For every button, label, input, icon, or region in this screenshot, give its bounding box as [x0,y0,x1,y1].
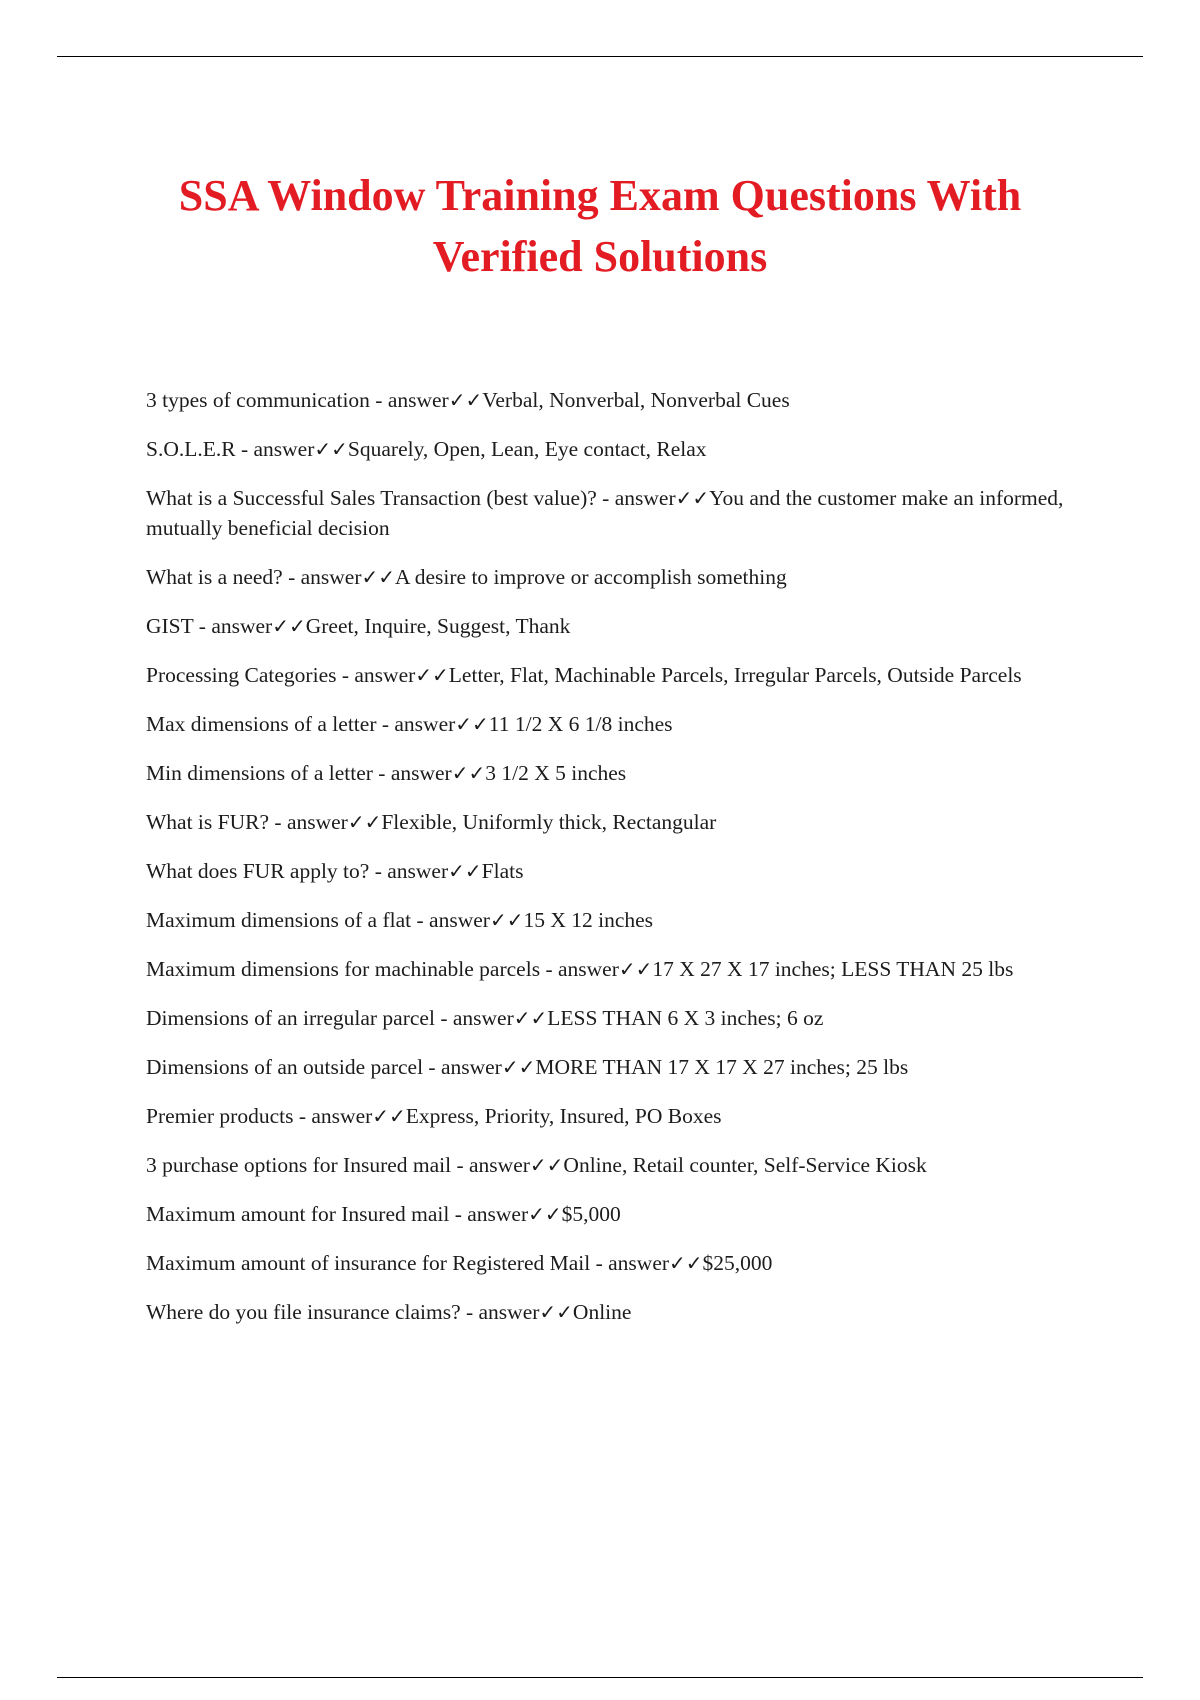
answer-marker: answer [390,761,452,785]
double-check-icon: ✓✓ [675,486,710,510]
double-check-icon: ✓✓ [513,1006,548,1030]
answer-marker: answer [311,1104,373,1128]
question-text: Dimensions of an outside parcel - [146,1055,441,1079]
question-text: Maximum dimensions of a flat - [146,908,430,932]
answer-text: 11 1/2 X 6 1/8 inches [488,712,673,736]
qa-list [146,385,1096,1346]
answer-marker: answer [469,1153,530,1177]
answer-text: 3 1/2 X 5 inches [485,761,627,785]
qa-item [146,434,1096,464]
answer-marker: answer [614,486,676,510]
answer-text: $25,000 [702,1251,773,1275]
question-text: Min dimensions of a letter - [146,761,391,785]
question-text: S.O.L.E.R - [146,437,254,461]
question-text: Maximum dimensions for machinable parcels - [146,957,558,981]
qa-item [146,1297,1096,1327]
qa-item [146,1052,1096,1082]
qa-item [146,562,1096,592]
answer-text: Letter, Flat, Machinable Parcels, Irregular Parcels, Outside Parcels [448,663,1022,687]
question-text: Max dimensions of a letter - [146,712,395,736]
answer-marker: answer [286,810,348,834]
question-text: 3 types of communication - [146,388,388,412]
double-check-icon: ✓✓ [455,712,489,736]
qa-item [146,1150,1096,1180]
question-text: What is a need? - [146,565,301,589]
qa-item [146,1101,1096,1131]
answer-text: 15 X 12 inches [523,908,654,932]
answer-marker: answer [440,1055,502,1079]
qa-item [146,856,1096,886]
document-title: SSA Window Training Exam Questions With Verified Solutions [178,171,1022,281]
double-check-icon: ✓✓ [272,614,306,638]
answer-text: Greet, Inquire, Suggest, Thank [305,614,571,638]
answer-marker: answer [608,1251,670,1275]
double-check-icon: ✓✓ [314,437,348,461]
qa-item [146,1199,1096,1229]
double-check-icon: ✓✓ [415,663,449,687]
answer-marker: answer [467,1202,529,1226]
answer-text: Flats [481,859,524,883]
qa-item [146,1003,1096,1033]
answer-marker: answer [354,663,416,687]
question-text: Premier products - [146,1104,312,1128]
answer-text: You and the customer make an informed, mutually beneficial decision [146,486,1064,540]
double-check-icon: ✓✓ [347,810,382,834]
answer-marker: answer [452,1006,514,1030]
question-text: What does FUR apply to? - [146,859,388,883]
answer-text: Express, Priority, Insured, PO Boxes [405,1104,722,1128]
double-check-icon: ✓✓ [539,1300,573,1324]
answer-marker: answer [211,614,273,638]
double-check-icon: ✓✓ [372,1104,406,1128]
qa-item [146,483,1096,543]
qa-item [146,1248,1096,1278]
answer-text: Online [572,1300,632,1324]
double-check-icon: ✓✓ [451,761,486,785]
answer-marker: answer [387,859,449,883]
double-check-icon: ✓✓ [361,565,396,589]
double-check-icon: ✓✓ [448,859,482,883]
answer-marker: answer [300,565,362,589]
double-check-icon: ✓✓ [448,388,483,412]
answer-marker: answer [429,908,490,932]
qa-item [146,385,1096,415]
qa-item [146,758,1096,788]
qa-item [146,611,1096,641]
double-check-icon: ✓✓ [618,957,653,981]
qa-item [146,807,1096,837]
question-text: Dimensions of an irregular parcel - [146,1006,453,1030]
double-check-icon: ✓✓ [669,1251,703,1275]
qa-item [146,709,1096,739]
question-text: What is FUR? - [146,810,287,834]
answer-marker: answer [387,388,449,412]
answer-marker: answer [394,712,456,736]
answer-text: Squarely, Open, Lean, Eye contact, Relax [347,437,707,461]
answer-marker: answer [478,1300,540,1324]
header-rule [57,56,1143,57]
answer-text: LESS THAN 6 X 3 inches; 6 oz [547,1006,824,1030]
answer-text: A desire to improve or accomplish something [395,565,787,589]
double-check-icon: ✓✓ [528,1202,562,1226]
answer-text: Flexible, Uniformly thick, Rectangular [381,810,717,834]
double-check-icon: ✓✓ [529,1153,564,1177]
qa-item [146,954,1096,984]
footer-rule [57,1677,1143,1678]
question-text: GIST - [146,614,212,638]
answer-text: 17 X 27 X 17 inches; LESS THAN 25 lbs [652,957,1014,981]
answer-text: Online, Retail counter, Self-Service Kiosk [563,1153,927,1177]
question-text: Where do you file insurance claims? - [146,1300,479,1324]
question-text: 3 purchase options for Insured mail - [146,1153,470,1177]
answer-text: Verbal, Nonverbal, Nonverbal Cues [482,388,790,412]
question-text: Processing Categories - [146,663,355,687]
answer-text: $5,000 [561,1202,621,1226]
question-text: What is a Successful Sales Transaction (best value)? - [146,486,615,510]
question-text: Maximum amount of insurance for Registered Mail - [146,1251,609,1275]
qa-item [146,660,1096,690]
double-check-icon: ✓✓ [489,908,524,932]
double-check-icon: ✓✓ [501,1055,536,1079]
answer-text: MORE THAN 17 X 17 X 27 inches; 25 lbs [535,1055,909,1079]
answer-marker: answer [557,957,619,981]
answer-marker: answer [253,437,315,461]
question-text: Maximum amount for Insured mail - [146,1202,468,1226]
qa-item [146,905,1096,935]
